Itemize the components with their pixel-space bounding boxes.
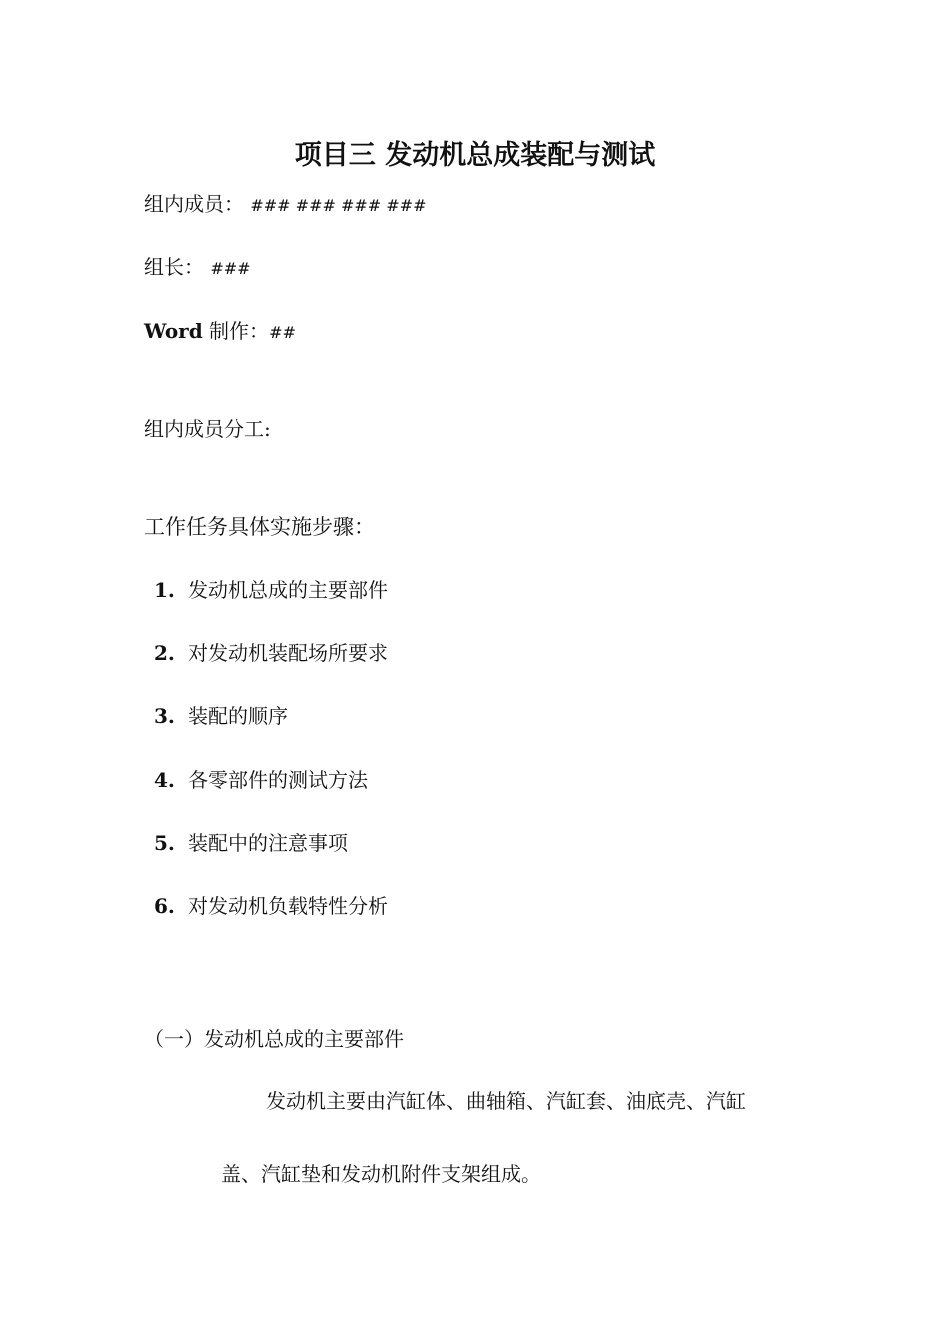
step-text: 装配中的注意事项 [188, 831, 348, 855]
steps-heading: 工作任务具体实施步骤： [144, 515, 375, 539]
step-text: 发动机总成的主要部件 [188, 578, 388, 602]
list-item [154, 700, 288, 729]
leader-value: ### [210, 259, 251, 278]
step-number: 5. [154, 831, 175, 855]
step-text: 装配的顺序 [188, 704, 288, 728]
word-label-bold: Word [144, 319, 203, 343]
step-number: 6. [154, 894, 175, 918]
step-text: 各零部件的测试方法 [188, 768, 368, 792]
section1-paragraph-line1: 发动机主要由汽缸体、曲轴箱、汽缸套、油底壳、汽缸 [266, 1089, 746, 1113]
step-number: 3. [154, 704, 175, 728]
list-item [154, 764, 368, 793]
section1-heading: （一）发动机总成的主要部件 [144, 1027, 404, 1051]
division-label: 组内成员分工: [144, 417, 271, 441]
members-value: ### ### ### ### [250, 196, 427, 215]
step-text: 对发动机装配场所要求 [188, 641, 388, 665]
members-line [144, 188, 427, 217]
members-label: 组内成员： [144, 192, 244, 216]
step-number: 2. [154, 641, 175, 665]
list-item [154, 890, 388, 919]
step-number: 4. [154, 768, 175, 792]
list-item [154, 637, 388, 666]
word-label-rest: 制作： [202, 319, 270, 343]
list-item [154, 574, 388, 603]
word-value: ## [269, 323, 296, 342]
word-line [144, 315, 296, 344]
leader-line [144, 251, 251, 280]
section1-paragraph-line2: 盖、汽缸垫和发动机附件支架组成。 [221, 1162, 541, 1186]
step-text: 对发动机负载特性分析 [188, 894, 388, 918]
page-title: 项目三 发动机总成装配与测试 [294, 140, 656, 171]
list-item [154, 827, 348, 856]
step-number: 1. [154, 578, 175, 602]
leader-label: 组长： [144, 255, 204, 279]
